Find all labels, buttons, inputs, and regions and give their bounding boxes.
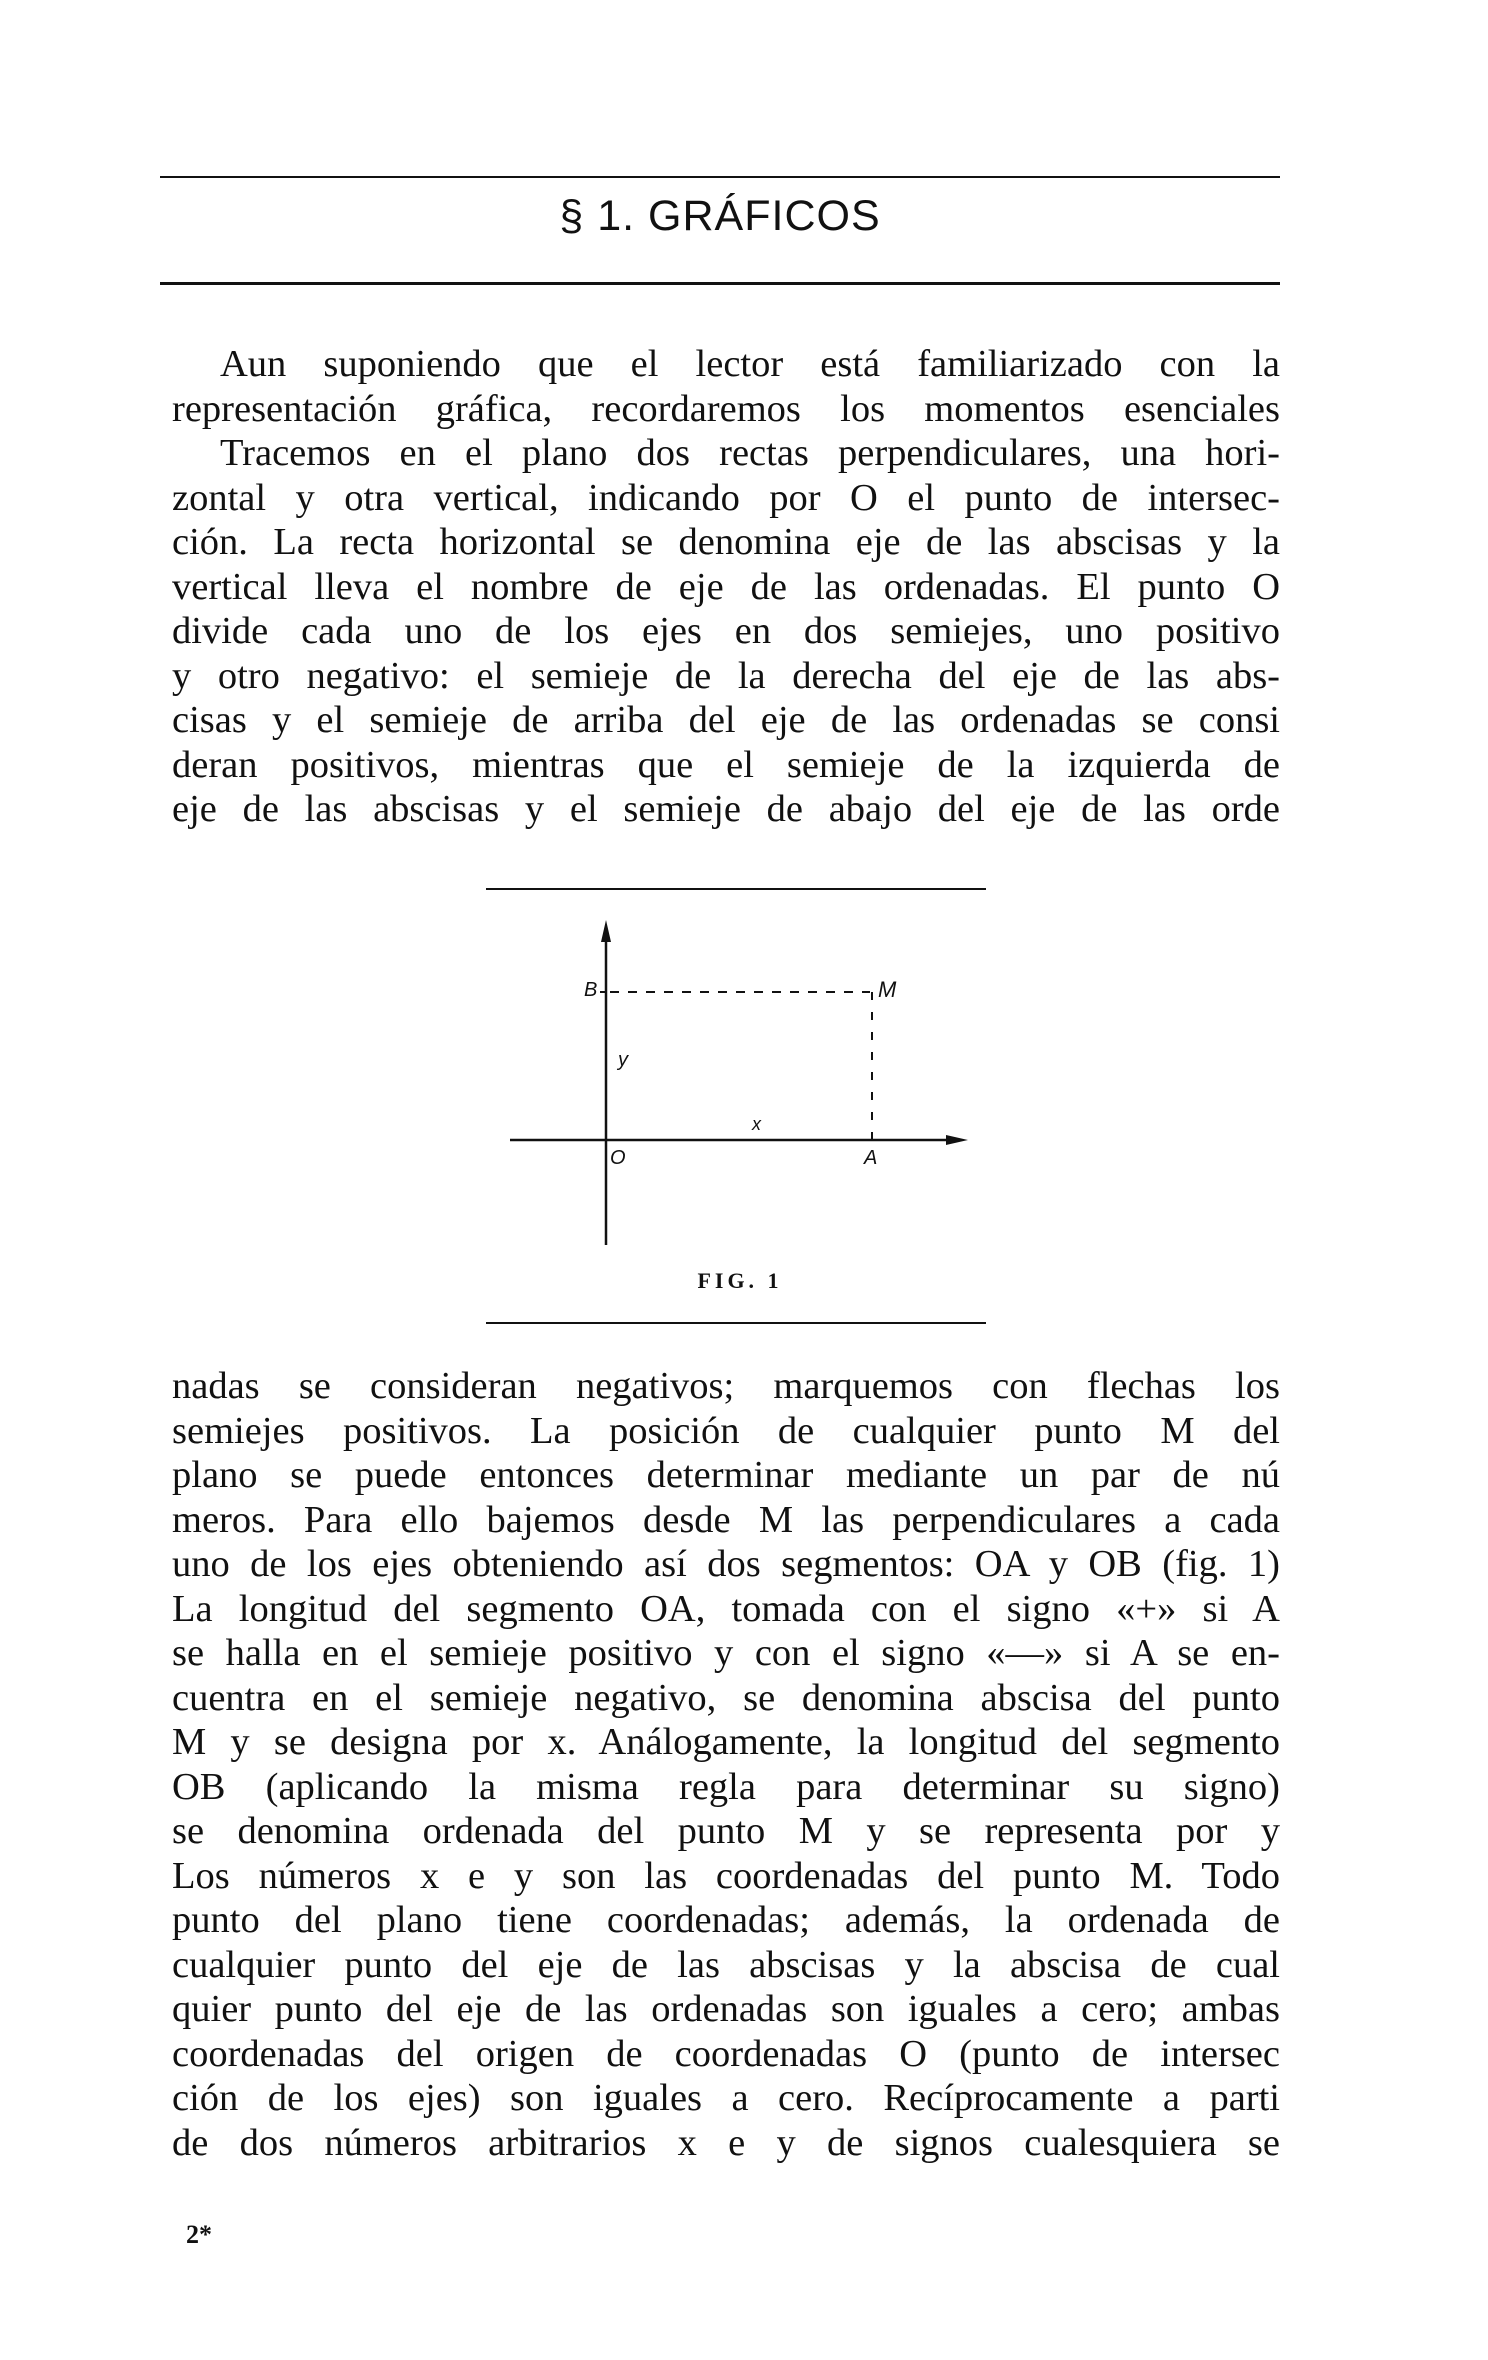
text-line: se halla en el semieje positivo y con el signo «—» si A se en-	[172, 1632, 1280, 1674]
figure-caption: FIG. 1	[697, 1268, 783, 1293]
figure-top-rule	[486, 888, 986, 890]
text-line: eje de las abscisas y el semieje de abajo del eje de las orde	[172, 788, 1280, 830]
text-line: coordenadas del origen de coordenadas O (punto de intersec	[172, 2032, 1280, 2075]
text-line: nadas se consideran negativos; marquemos con flechas los	[172, 1365, 1280, 1407]
paragraph-top	[172, 342, 1280, 832]
text-line: de dos números arbitrarios x e y de signos cualesquiera se	[172, 2121, 1280, 2164]
label-M: M	[878, 977, 897, 1002]
text-line: deran positivos, mientras que el semieje de la izquierda de	[172, 743, 1280, 786]
text-line: plano se puede entonces determinar mediante un par de nú	[172, 1454, 1280, 1496]
label-x: x	[752, 1114, 761, 1134]
page-number: 2*	[186, 2220, 212, 2249]
text-line: Tracemos en el plano dos rectas perpendiculares, una hori-	[220, 432, 1280, 474]
heading-underline	[160, 282, 1280, 285]
label-A: A	[864, 1147, 878, 1169]
text-line: ción de los ejes) son iguales a cero. Recíprocamente a parti	[172, 2077, 1280, 2119]
text-line: divide cada uno de los ejes en dos semiejes, uno positivo	[172, 610, 1280, 652]
text-line: OB (aplicando la misma regla para determinar su signo)	[172, 1765, 1280, 1808]
label-B: B	[584, 979, 598, 1001]
text-line: vertical lleva el nombre de eje de las ordenadas. El punto O	[172, 565, 1280, 608]
axes-diagram	[500, 920, 980, 1300]
text-line: La longitud del segmento OA, tomada con el signo «+» si A	[172, 1587, 1280, 1630]
label-y: y	[618, 1049, 628, 1071]
text-line: punto del plano tiene coordenadas; además, la ordenada de	[172, 1899, 1280, 1941]
label-O: O	[610, 1147, 626, 1169]
section-heading: § 1. GRÁFICOS	[559, 192, 881, 240]
text-line: y otro negativo: el semieje de la derecha del eje de las abs-	[172, 654, 1280, 697]
text-line: meros. Para ello bajemos desde M las perpendiculares a cada	[172, 1498, 1280, 1541]
top-rule	[160, 176, 1280, 178]
text-line: zontal y otra vertical, indicando por O el punto de intersec-	[172, 476, 1280, 519]
text-line: se denomina ordenada del punto M y se representa por y	[172, 1810, 1280, 1852]
figure-bottom-rule	[486, 1322, 986, 1324]
text-line: uno de los ejes obteniendo así dos segmentos: OA y OB (fig. 1)	[172, 1543, 1280, 1585]
paragraph-bottom	[172, 1364, 1280, 2165]
y-axis-arrow	[601, 920, 611, 942]
text-line: Los números x e y son las coordenadas del punto M. Todo	[172, 1854, 1280, 1897]
x-axis-arrow	[946, 1135, 968, 1145]
text-line: quier punto del eje de las ordenadas son iguales a cero; ambas	[172, 1988, 1280, 2030]
text-line: representación gráfica, recordaremos los momentos esenciales	[172, 387, 1280, 430]
text-line: semiejes positivos. La posición de cualquier punto M del	[172, 1409, 1280, 1452]
text-line: M y se designa por x. Análogamente, la longitud del segmento	[172, 1721, 1280, 1763]
text-line: cisas y el semieje de arriba del eje de las ordenadas se consi	[172, 699, 1280, 741]
text-line: Aun suponiendo que el lector está familiarizado con la	[220, 343, 1280, 385]
text-line: cualquier punto del eje de las abscisas y la abscisa de cual	[172, 1943, 1280, 1986]
coordinate-figure	[500, 920, 980, 1300]
text-line: ción. La recta horizontal se denomina eje de las abscisas y la	[172, 521, 1280, 563]
text-line: cuentra en el semieje negativo, se denomina abscisa del punto	[172, 1676, 1280, 1719]
